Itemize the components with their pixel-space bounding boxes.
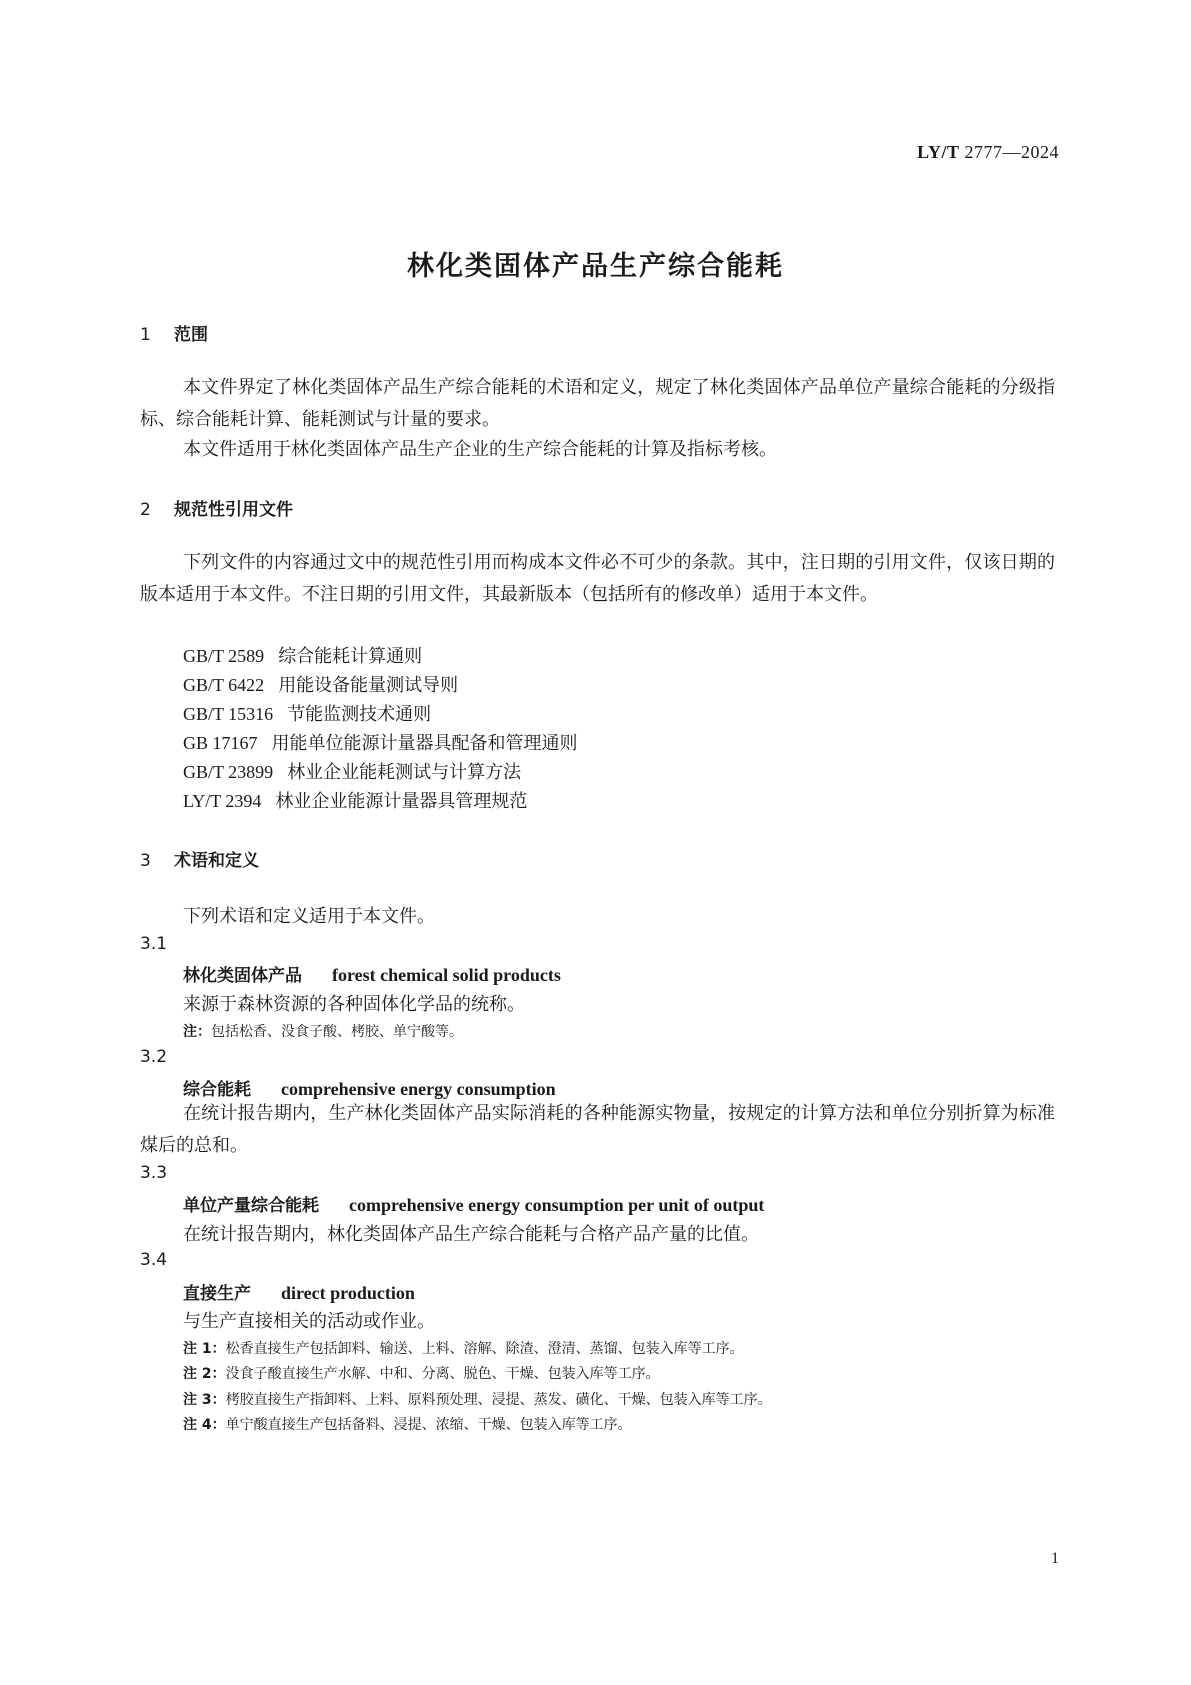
term-note: 注 4：单宁酸直接生产包括备料、浸提、浓缩、干燥、包装入库等工序。 xyxy=(183,1417,632,1433)
section-1-paragraph-1: 本文件界定了林化类固体产品生产综合能耗的术语和定义，规定了林化类固体产品单位产量综合能耗的分级指标、综合能耗计算、能耗测试与计量的要求。 xyxy=(140,377,1055,430)
reference-item: GB/T 2589 综合能耗计算通则 xyxy=(183,646,423,667)
clause-number: 3.4 xyxy=(140,1250,168,1270)
reference-item: GB/T 6422 用能设备能量测试导则 xyxy=(183,675,459,696)
section-1-paragraph-2: 本文件适用于林化类固体产品生产企业的生产综合能耗的计算及指标考核。 xyxy=(183,439,777,460)
term-title: 林化类固体产品 forest chemical solid products xyxy=(183,965,561,986)
reference-item: GB/T 15316 节能监测技术通则 xyxy=(183,704,432,725)
term-title: 直接生产 direct production xyxy=(183,1283,415,1304)
term-definition: 来源于森林资源的各种固体化学品的统称。 xyxy=(183,994,525,1015)
clause-number: 3.2 xyxy=(140,1047,168,1067)
term-definition: 在统计报告期内，生产林化类固体产品实际消耗的各种能源实物量，按规定的计算方法和单位分别折算为标准煤后的总和。 xyxy=(140,1103,1055,1156)
page-number: 1 xyxy=(1051,1550,1059,1567)
term-title: 单位产量综合能耗 comprehensive energy consumption per unit of output xyxy=(183,1195,765,1216)
section-3-intro: 下列术语和定义适用于本文件。 xyxy=(183,906,435,927)
term-note: 注 2：没食子酸直接生产水解、中和、分离、脱色、干燥、包装入库等工序。 xyxy=(183,1366,660,1382)
reference-item: GB/T 23899 林业企业能耗测试与计算方法 xyxy=(183,762,522,783)
term-note: 注 3：栲胶直接生产指卸料、上料、原料预处理、浸提、蒸发、磺化、干燥、包装入库等工序。 xyxy=(183,1392,772,1408)
section-3-heading: 3 术语和定义 xyxy=(140,851,259,871)
term-note: 注 1：松香直接生产包括卸料、输送、上料、溶解、除渣、澄清、蒸馏、包装入库等工序。 xyxy=(183,1341,744,1357)
page-title: 林化类固体产品生产综合能耗 xyxy=(407,251,784,282)
standard-code: LY/T 2777—2024 xyxy=(917,142,1059,162)
term-definition: 在统计报告期内，林化类固体产品生产综合能耗与合格产品产量的比值。 xyxy=(183,1224,759,1245)
clause-number: 3.1 xyxy=(140,934,168,954)
reference-item: LY/T 2394 林业企业能源计量器具管理规范 xyxy=(183,791,528,812)
term-note: 注：包括松香、没食子酸、栲胶、单宁酸等。 xyxy=(183,1024,463,1040)
section-1-heading: 1 范围 xyxy=(140,325,208,345)
term-definition: 与生产直接相关的活动或作业。 xyxy=(183,1311,435,1332)
reference-item: GB 17167 用能单位能源计量器具配备和管理通则 xyxy=(183,733,578,754)
term-title: 综合能耗 comprehensive energy consumption xyxy=(183,1079,556,1100)
section-2-paragraph: 下列文件的内容通过文中的规范性引用而构成本文件必不可少的条款。其中，注日期的引用文件，仅该日期的版本适用于本文件。不注日期的引用文件，其最新版本（包括所有的修改单）适用于本文件。 xyxy=(140,552,1055,605)
clause-number: 3.3 xyxy=(140,1163,168,1183)
section-2-heading: 2 规范性引用文件 xyxy=(140,500,293,520)
